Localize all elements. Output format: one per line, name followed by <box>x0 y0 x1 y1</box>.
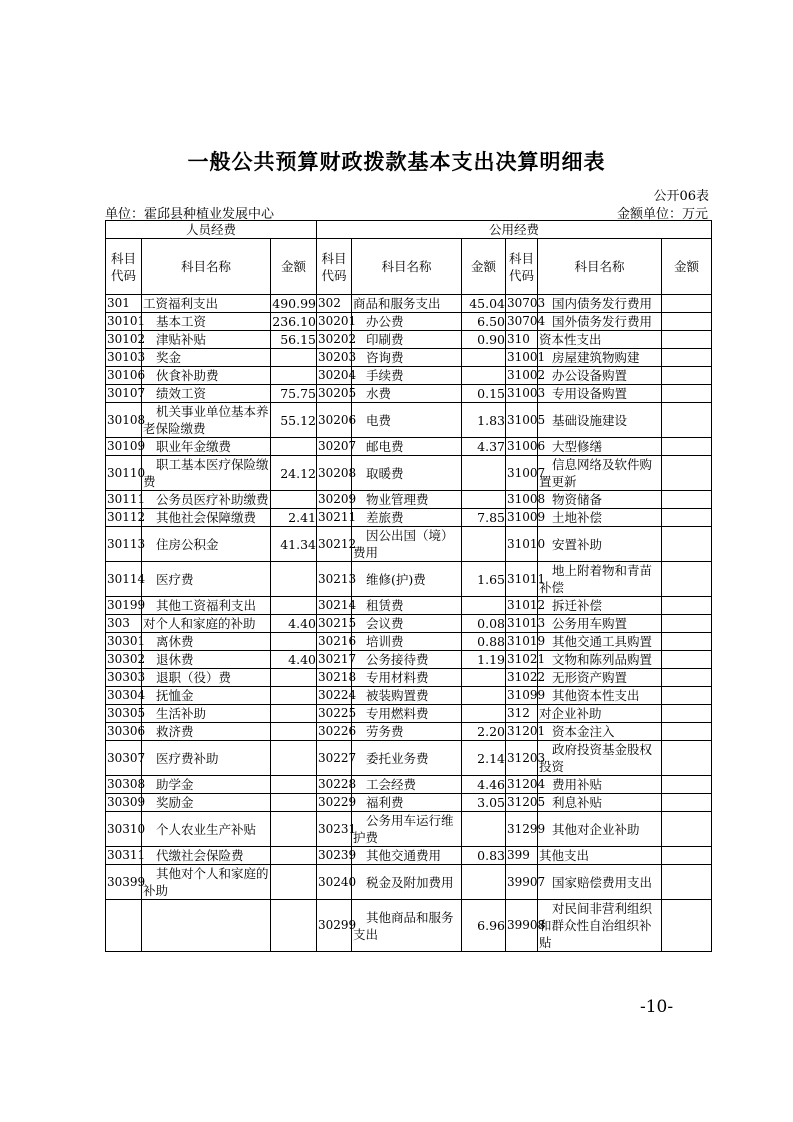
cell-code: 30303 <box>106 669 142 687</box>
cell-name: 助学金 <box>142 776 271 794</box>
cell-amount <box>462 865 506 900</box>
cell-amount: 4.40 <box>271 651 317 669</box>
cell-amount <box>662 456 712 491</box>
cell-code: 399 <box>506 847 538 865</box>
cell-amount <box>662 349 712 367</box>
cell-name: 其他对企业补助 <box>538 812 662 847</box>
cell-name: 国内债务发行费用 <box>538 295 662 313</box>
cell-amount <box>662 562 712 597</box>
cell-name: 资本金注入 <box>538 723 662 741</box>
cell-name: 商品和服务支出 <box>352 295 462 313</box>
table-row <box>106 438 712 456</box>
cell-amount <box>662 597 712 615</box>
cell-amount <box>662 313 712 331</box>
cell-amount <box>662 776 712 794</box>
cell-name: 被装购置费 <box>352 687 462 705</box>
cell-code: 31010 <box>506 527 538 562</box>
cell-code: 30299 <box>317 900 352 952</box>
cell-amount <box>662 847 712 865</box>
cell-amount <box>662 331 712 349</box>
table-row <box>106 295 712 313</box>
cell-name: 福利费 <box>352 794 462 812</box>
cell-code: 31022 <box>506 669 538 687</box>
cell-code: 30108 <box>106 403 142 438</box>
cell-code: 31006 <box>506 438 538 456</box>
table-row <box>106 705 712 723</box>
cell-name: 绩效工资 <box>142 385 271 403</box>
cell-code: 31005 <box>506 403 538 438</box>
cell-code: 30211 <box>317 509 352 527</box>
cell-code: 30103 <box>106 349 142 367</box>
cell-code: 312 <box>506 705 538 723</box>
cell-name: 地上附着物和青苗补偿 <box>538 562 662 597</box>
cell-name: 公务用车运行维护费 <box>352 812 462 847</box>
cell-code: 31299 <box>506 812 538 847</box>
cell-code: 31021 <box>506 651 538 669</box>
cell-amount: 6.50 <box>462 313 506 331</box>
cell-name: 办公设备购置 <box>538 367 662 385</box>
col-header-name: 科目名称 <box>538 239 662 295</box>
table-row <box>106 615 712 633</box>
cell-amount: 236.10 <box>272 314 316 329</box>
cell-amount <box>462 349 506 367</box>
cell-name: 对个人和家庭的补助 <box>142 615 271 633</box>
cell-code: 30204 <box>317 367 352 385</box>
cell-amount: 0.90 <box>462 331 506 349</box>
table-row <box>106 349 712 367</box>
col-header-amount: 金额 <box>662 239 712 295</box>
cell-code: 30399 <box>106 865 142 900</box>
cell-code: 31008 <box>506 491 538 509</box>
cell-amount <box>662 615 712 633</box>
cell-name: 离休费 <box>142 633 271 651</box>
cell-name: 其他资本性支出 <box>538 687 662 705</box>
cell-name: 信息网络及软件购置更新 <box>538 456 662 491</box>
cell-name: 职业年金缴费 <box>142 438 271 456</box>
cell-name: 其他交通费用 <box>352 847 462 865</box>
cell-name: 津贴补贴 <box>142 331 271 349</box>
cell-amount <box>662 403 712 438</box>
cell-code <box>106 900 142 952</box>
cell-code: 30208 <box>317 456 352 491</box>
cell-code: 39907 <box>506 865 538 900</box>
cell-amount: 6.96 <box>462 900 506 952</box>
cell-name: 医疗费 <box>142 562 271 597</box>
cell-amount <box>271 633 317 651</box>
cell-name: 基本工资 <box>142 313 271 331</box>
cell-code: 30215 <box>317 615 352 633</box>
cell-amount <box>462 491 506 509</box>
cell-code: 31013 <box>506 615 538 633</box>
cell-code: 30227 <box>317 741 352 776</box>
cell-code: 30107 <box>106 385 142 403</box>
cell-name: 印刷费 <box>352 331 462 349</box>
cell-name: 公务接待费 <box>352 651 462 669</box>
cell-amount <box>271 597 317 615</box>
col-header-code: 科目代码 <box>506 239 538 295</box>
cell-amount: 2.14 <box>462 741 506 776</box>
cell-code: 30218 <box>317 669 352 687</box>
cell-name: 费用补贴 <box>538 776 662 794</box>
cell-name: 税金及附加费用 <box>352 865 462 900</box>
page-title: 一般公共预算财政拨款基本支出决算明细表 <box>187 150 606 174</box>
cell-amount: 0.83 <box>462 847 506 865</box>
cell-code: 30202 <box>317 331 352 349</box>
cell-name: 公务用车购置 <box>538 615 662 633</box>
cell-amount <box>271 900 317 952</box>
table-row <box>106 456 712 491</box>
table-row <box>106 651 712 669</box>
cell-code: 30309 <box>106 794 142 812</box>
cell-name: 委托业务费 <box>352 741 462 776</box>
cell-amount: 0.88 <box>462 633 506 651</box>
cell-amount: 4.37 <box>462 438 506 456</box>
cell-amount: 4.40 <box>271 615 317 633</box>
cell-name: 文物和陈列品购置 <box>538 651 662 669</box>
cell-name: 大型修缮 <box>538 438 662 456</box>
table-row <box>106 597 712 615</box>
cell-name: 租赁费 <box>352 597 462 615</box>
cell-name: 救济费 <box>142 723 271 741</box>
cell-code: 30101 <box>106 313 142 331</box>
cell-amount: 0.15 <box>462 385 506 403</box>
cell-amount <box>662 794 712 812</box>
cell-name: 无形资产购置 <box>538 669 662 687</box>
cell-amount: 3.05 <box>462 794 506 812</box>
cell-name: 医疗费补助 <box>142 741 271 776</box>
cell-amount: 7.85 <box>462 509 506 527</box>
cell-amount <box>662 438 712 456</box>
cell-amount <box>462 669 506 687</box>
cell-code: 30304 <box>106 687 142 705</box>
cell-code: 30302 <box>106 651 142 669</box>
expenditure-table <box>105 220 712 952</box>
table-row <box>106 385 712 403</box>
cell-name: 其他支出 <box>538 847 662 865</box>
table-row <box>106 741 712 776</box>
cell-amount <box>662 687 712 705</box>
cell-name: 专用设备购置 <box>538 385 662 403</box>
table-row <box>106 687 712 705</box>
cell-code: 31003 <box>506 385 538 403</box>
cell-amount: 75.75 <box>271 385 317 403</box>
col-header-name: 科目名称 <box>352 239 462 295</box>
cell-amount <box>662 723 712 741</box>
table-row <box>106 865 712 900</box>
cell-name: 其他商品和服务支出 <box>352 900 462 952</box>
cell-name: 取暖费 <box>352 456 462 491</box>
cell-code: 30112 <box>106 509 142 527</box>
cell-name: 国外债务发行费用 <box>538 313 662 331</box>
cell-code: 30308 <box>106 776 142 794</box>
cell-code: 30224 <box>317 687 352 705</box>
cell-code: 31099 <box>506 687 538 705</box>
cell-code: 31007 <box>506 456 538 491</box>
cell-amount: 1.19 <box>462 651 506 669</box>
cell-name: 住房公积金 <box>142 527 271 562</box>
cell-amount: 1.65 <box>462 562 506 597</box>
cell-name: 专用材料费 <box>352 669 462 687</box>
cell-code: 30113 <box>106 527 142 562</box>
col-header-name: 科目名称 <box>142 239 271 295</box>
cell-code: 30114 <box>106 562 142 597</box>
cell-code: 30217 <box>317 651 352 669</box>
cell-amount <box>271 669 317 687</box>
cell-name: 对企业补助 <box>538 705 662 723</box>
cell-name: 对民间非营利组织和群众性自治组织补贴 <box>538 900 662 952</box>
unit-label: 单位：霍邱县种植业发展中心 <box>105 207 275 222</box>
cell-amount <box>271 776 317 794</box>
cell-code: 303 <box>106 615 142 633</box>
table-row <box>106 812 712 847</box>
cell-code: 30206 <box>317 403 352 438</box>
cell-amount <box>662 741 712 776</box>
cell-amount <box>271 562 317 597</box>
table-row <box>106 776 712 794</box>
cell-code: 31009 <box>506 509 538 527</box>
cell-name: 职工基本医疗保险缴费 <box>143 457 269 489</box>
cell-code: 30225 <box>317 705 352 723</box>
cell-name: 退休费 <box>142 651 271 669</box>
group-header-personnel: 人员经费 <box>106 221 317 239</box>
table-row <box>106 491 712 509</box>
cell-amount <box>271 847 317 865</box>
cell-name: 土地补偿 <box>538 509 662 527</box>
cell-name: 电费 <box>352 403 462 438</box>
cell-name: 邮电费 <box>352 438 462 456</box>
cell-amount <box>271 812 317 847</box>
cell-amount <box>462 367 506 385</box>
table-row <box>106 794 712 812</box>
cell-name: 手续费 <box>352 367 462 385</box>
group-header-public: 公用经费 <box>317 221 712 239</box>
cell-amount <box>462 687 506 705</box>
cell-amount <box>462 705 506 723</box>
col-header-code: 科目代码 <box>317 239 352 295</box>
cell-name: 办公费 <box>352 313 462 331</box>
cell-name: 工会经费 <box>352 776 462 794</box>
cell-code: 30102 <box>106 331 142 349</box>
cell-code: 301 <box>106 295 142 313</box>
col-header-amount: 金额 <box>271 239 317 295</box>
cell-amount <box>662 651 712 669</box>
table-row <box>106 562 712 597</box>
cell-amount <box>662 812 712 847</box>
cell-name <box>142 900 271 952</box>
cell-amount <box>662 669 712 687</box>
col-header-amount: 金额 <box>462 239 506 295</box>
cell-amount: 2.20 <box>462 723 506 741</box>
cell-name: 工资福利支出 <box>142 295 271 313</box>
table-row <box>106 313 712 331</box>
cell-amount: 55.12 <box>271 403 317 438</box>
cell-code: 31012 <box>506 597 538 615</box>
cell-name: 其他社会保障缴费 <box>142 509 271 527</box>
cell-code: 31002 <box>506 367 538 385</box>
cell-amount: 1.83 <box>462 403 506 438</box>
cell-amount <box>662 367 712 385</box>
cell-amount <box>271 367 317 385</box>
table-row <box>106 669 712 687</box>
cell-amount <box>662 865 712 900</box>
table-row <box>106 403 712 438</box>
cell-code: 30209 <box>317 491 352 509</box>
cell-name: 退职（役）费 <box>142 669 271 687</box>
cell-amount <box>271 349 317 367</box>
cell-name: 资本性支出 <box>538 331 662 349</box>
cell-amount <box>271 705 317 723</box>
cell-code: 30205 <box>317 385 352 403</box>
cell-amount: 4.46 <box>462 776 506 794</box>
cell-code: 30199 <box>106 597 142 615</box>
cell-code: 30214 <box>317 597 352 615</box>
cell-code: 30305 <box>106 705 142 723</box>
cell-name: 公务员医疗补助缴费 <box>142 491 271 509</box>
cell-name: 代缴社会保险费 <box>142 847 271 865</box>
cell-name: 其他工资福利支出 <box>142 597 271 615</box>
cell-name: 抚恤金 <box>142 687 271 705</box>
cell-amount <box>271 438 317 456</box>
cell-code: 302 <box>317 295 352 313</box>
cell-name: 因公出国（境）费用 <box>352 527 462 562</box>
cell-code: 39908 <box>506 900 538 952</box>
cell-code: 30239 <box>317 847 352 865</box>
cell-amount <box>662 385 712 403</box>
cell-code: 310 <box>506 331 538 349</box>
cell-amount <box>462 527 506 562</box>
cell-name: 奖金 <box>142 349 271 367</box>
cell-name: 差旅费 <box>352 509 462 527</box>
cell-name: 拆迁补偿 <box>538 597 662 615</box>
cell-amount <box>462 456 506 491</box>
cell-code: 31203 <box>506 741 538 776</box>
cell-code: 31011 <box>506 562 538 597</box>
cell-code: 31205 <box>506 794 538 812</box>
cell-amount: 45.04 <box>462 295 506 313</box>
col-header-code: 科目代码 <box>106 239 142 295</box>
cell-name: 维修(护)费 <box>352 562 462 597</box>
table-row <box>106 723 712 741</box>
cell-amount <box>462 597 506 615</box>
cell-name: 国家赔偿费用支出 <box>538 865 662 900</box>
cell-amount <box>271 741 317 776</box>
cell-amount <box>662 633 712 651</box>
cell-amount <box>662 491 712 509</box>
cell-amount <box>662 509 712 527</box>
table-row <box>106 527 712 562</box>
cell-code: 30207 <box>317 438 352 456</box>
cell-code: 30229 <box>317 794 352 812</box>
cell-code: 30301 <box>106 633 142 651</box>
cell-code: 30110 <box>106 456 142 491</box>
table-row <box>106 847 712 865</box>
cell-code: 30203 <box>317 349 352 367</box>
page-number: -10- <box>640 997 674 1017</box>
cell-amount: 56.15 <box>271 331 317 349</box>
cell-name: 水费 <box>352 385 462 403</box>
cell-code: 31001 <box>506 349 538 367</box>
cell-code: 30109 <box>106 438 142 456</box>
cell-amount <box>271 491 317 509</box>
cell-name: 政府投资基金股权投资 <box>538 741 662 776</box>
cell-amount <box>271 865 317 900</box>
table-row <box>106 633 712 651</box>
cell-name: 劳务费 <box>352 723 462 741</box>
cell-name: 物业管理费 <box>352 491 462 509</box>
cell-name: 房屋建筑物购建 <box>538 349 662 367</box>
table-row <box>106 509 712 527</box>
table-row <box>106 331 712 349</box>
cell-amount: 24.12 <box>271 456 317 491</box>
cell-amount <box>462 812 506 847</box>
cell-code: 31019 <box>506 633 538 651</box>
cell-name: 基础设施建设 <box>538 403 662 438</box>
cell-name: 其他对个人和家庭的补助 <box>143 866 269 898</box>
cell-code: 30216 <box>317 633 352 651</box>
cell-name: 其他交通工具购置 <box>538 633 662 651</box>
cell-amount: 2.41 <box>271 509 317 527</box>
cell-code: 30231 <box>317 812 352 847</box>
cell-code: 30306 <box>106 723 142 741</box>
cell-name: 伙食补助费 <box>142 367 271 385</box>
table-row <box>106 367 712 385</box>
money-unit-label: 金额单位：万元 <box>616 207 708 222</box>
cell-code: 31201 <box>506 723 538 741</box>
table-number: 公开06表 <box>653 189 709 204</box>
cell-name: 安置补助 <box>538 527 662 562</box>
cell-code: 30212 <box>317 527 352 562</box>
cell-name: 会议费 <box>352 615 462 633</box>
cell-amount: 41.34 <box>271 527 317 562</box>
cell-amount <box>662 900 712 952</box>
cell-code: 30240 <box>317 865 352 900</box>
cell-code: 30310 <box>106 812 142 847</box>
cell-name: 物资储备 <box>538 491 662 509</box>
cell-code: 30106 <box>106 367 142 385</box>
cell-name: 利息补贴 <box>538 794 662 812</box>
cell-amount <box>662 295 712 313</box>
cell-name: 专用燃料费 <box>352 705 462 723</box>
cell-code: 30111 <box>106 491 142 509</box>
cell-code: 30311 <box>106 847 142 865</box>
cell-code: 30213 <box>317 562 352 597</box>
cell-amount <box>271 687 317 705</box>
cell-name: 咨询费 <box>352 349 462 367</box>
cell-amount: 490.99 <box>272 296 316 311</box>
cell-amount <box>662 705 712 723</box>
cell-name: 培训费 <box>352 633 462 651</box>
cell-name: 个人农业生产补贴 <box>142 812 271 847</box>
cell-amount <box>271 794 317 812</box>
cell-code: 30226 <box>317 723 352 741</box>
cell-code: 30704 <box>506 313 538 331</box>
cell-code: 31204 <box>506 776 538 794</box>
cell-code: 30307 <box>106 741 142 776</box>
cell-amount <box>271 723 317 741</box>
cell-code: 30703 <box>506 295 538 313</box>
cell-name: 奖励金 <box>142 794 271 812</box>
cell-code: 30201 <box>317 313 352 331</box>
cell-name: 机关事业单位基本养老保险缴费 <box>143 404 269 436</box>
table-row <box>106 900 712 952</box>
cell-code: 30228 <box>317 776 352 794</box>
cell-name: 生活补助 <box>142 705 271 723</box>
cell-amount <box>662 527 712 562</box>
cell-amount: 0.08 <box>462 615 506 633</box>
